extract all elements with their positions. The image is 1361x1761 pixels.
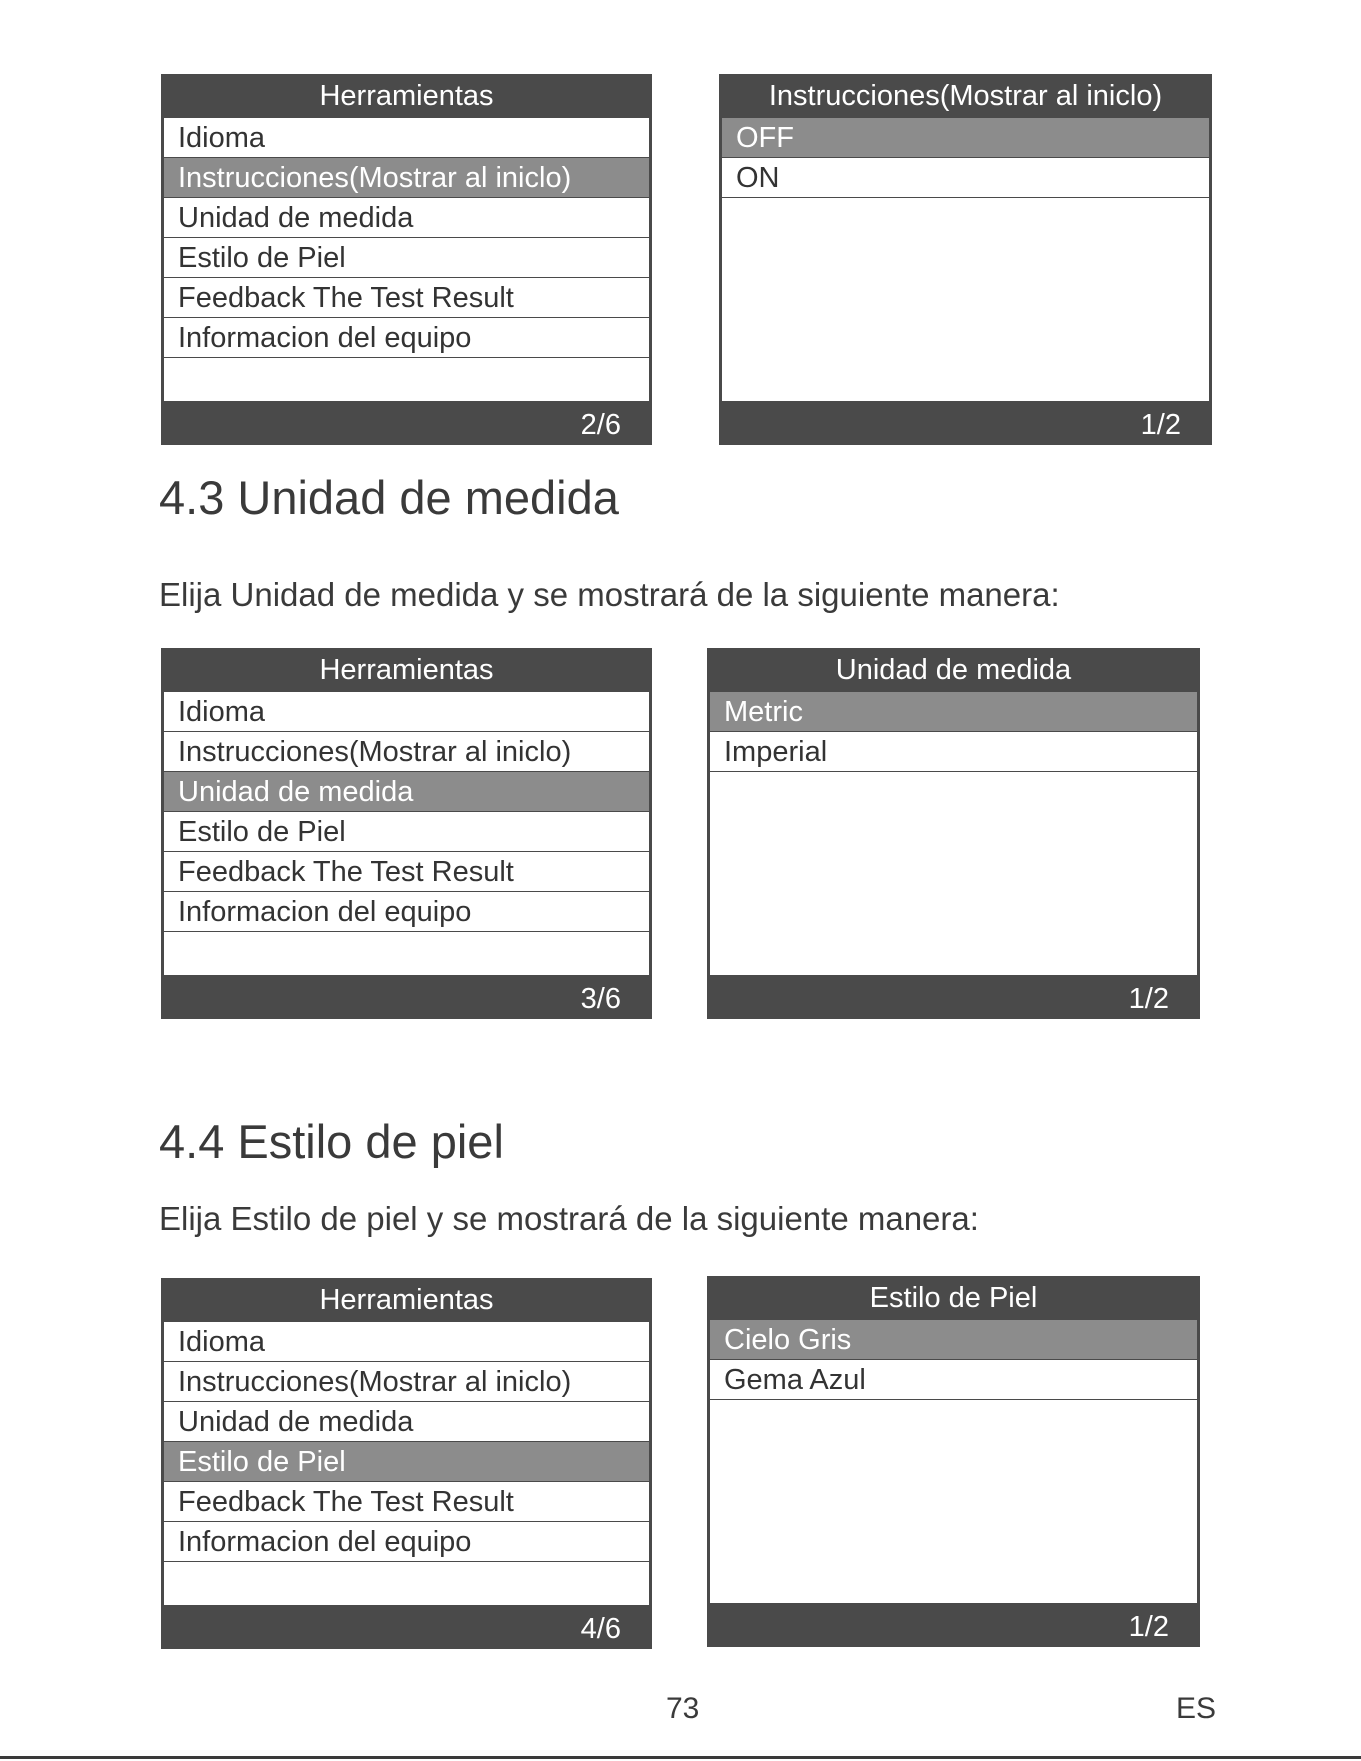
page-indicator: 1/2 xyxy=(1140,409,1181,441)
page-number: 73 xyxy=(666,1692,700,1725)
screen-title: Estilo de Piel xyxy=(869,1282,1038,1314)
section-text-skin: Elija Estilo de piel y se mostrará de la siguiente manera: xyxy=(159,1200,979,1237)
menu-item[interactable]: Gema Azul xyxy=(710,1360,1197,1400)
menu-item[interactable]: Informacion del equipo xyxy=(164,1522,649,1562)
menu-item[interactable]: Metric xyxy=(710,692,1197,732)
page-indicator: 2/6 xyxy=(580,409,621,441)
menu-list xyxy=(722,118,1209,401)
menu-item[interactable]: Imperial xyxy=(710,732,1197,772)
screen-tools-menu xyxy=(161,648,652,1019)
menu-list xyxy=(710,692,1197,975)
menu-item[interactable]: OFF xyxy=(722,118,1209,158)
menu-item[interactable]: Informacion del equipo xyxy=(164,318,649,358)
screen-title: Unidad de medida xyxy=(835,654,1072,686)
screen-instructions-menu xyxy=(719,74,1212,445)
menu-item[interactable]: Instrucciones(Mostrar al iniclo) xyxy=(164,732,649,772)
menu-item[interactable]: Feedback The Test Result xyxy=(164,278,649,318)
menu-item[interactable]: Instrucciones(Mostrar al iniclo) xyxy=(164,158,649,198)
section-heading-skin: 4.4 Estilo de piel xyxy=(159,1115,504,1168)
screen-tools-menu xyxy=(161,74,652,445)
menu-list xyxy=(164,1322,649,1605)
menu-item[interactable]: Unidad de medida xyxy=(164,1402,649,1442)
screen-title: Instrucciones(Mostrar al iniclo) xyxy=(768,80,1163,112)
menu-item[interactable]: Cielo Gris xyxy=(710,1320,1197,1360)
section-text-units: Elija Unidad de medida y se mostrará de la siguiente manera: xyxy=(159,576,1060,613)
menu-item[interactable]: Feedback The Test Result xyxy=(164,852,649,892)
page-indicator: 3/6 xyxy=(580,983,621,1015)
section-heading-units: 4.3 Unidad de medida xyxy=(159,471,619,524)
menu-item[interactable]: Idioma xyxy=(164,1322,649,1362)
page-indicator: 1/2 xyxy=(1128,983,1169,1015)
screen-title: Herramientas xyxy=(319,1284,494,1316)
menu-list xyxy=(164,692,649,975)
menu-item[interactable]: Unidad de medida xyxy=(164,772,649,812)
menu-item[interactable]: Estilo de Piel xyxy=(164,812,649,852)
screen-units-menu xyxy=(707,648,1200,1019)
screen-skin-menu xyxy=(707,1276,1200,1647)
screen-title: Herramientas xyxy=(319,80,494,112)
bottom-divider xyxy=(0,1756,1361,1759)
page-indicator: 4/6 xyxy=(580,1613,621,1645)
menu-item[interactable]: Idioma xyxy=(164,692,649,732)
screen-tools-menu xyxy=(161,1278,652,1649)
menu-item[interactable]: ON xyxy=(722,158,1209,198)
menu-list xyxy=(164,118,649,401)
menu-item[interactable]: Informacion del equipo xyxy=(164,892,649,932)
menu-item[interactable]: Instrucciones(Mostrar al iniclo) xyxy=(164,1362,649,1402)
menu-item[interactable]: Estilo de Piel xyxy=(164,238,649,278)
language-label: ES xyxy=(1176,1692,1217,1725)
page-indicator: 1/2 xyxy=(1128,1611,1169,1643)
menu-item[interactable]: Idioma xyxy=(164,118,649,158)
screen-title: Herramientas xyxy=(319,654,494,686)
menu-item[interactable]: Feedback The Test Result xyxy=(164,1482,649,1522)
menu-list xyxy=(710,1320,1197,1603)
menu-item[interactable]: Estilo de Piel xyxy=(164,1442,649,1482)
menu-item[interactable]: Unidad de medida xyxy=(164,198,649,238)
